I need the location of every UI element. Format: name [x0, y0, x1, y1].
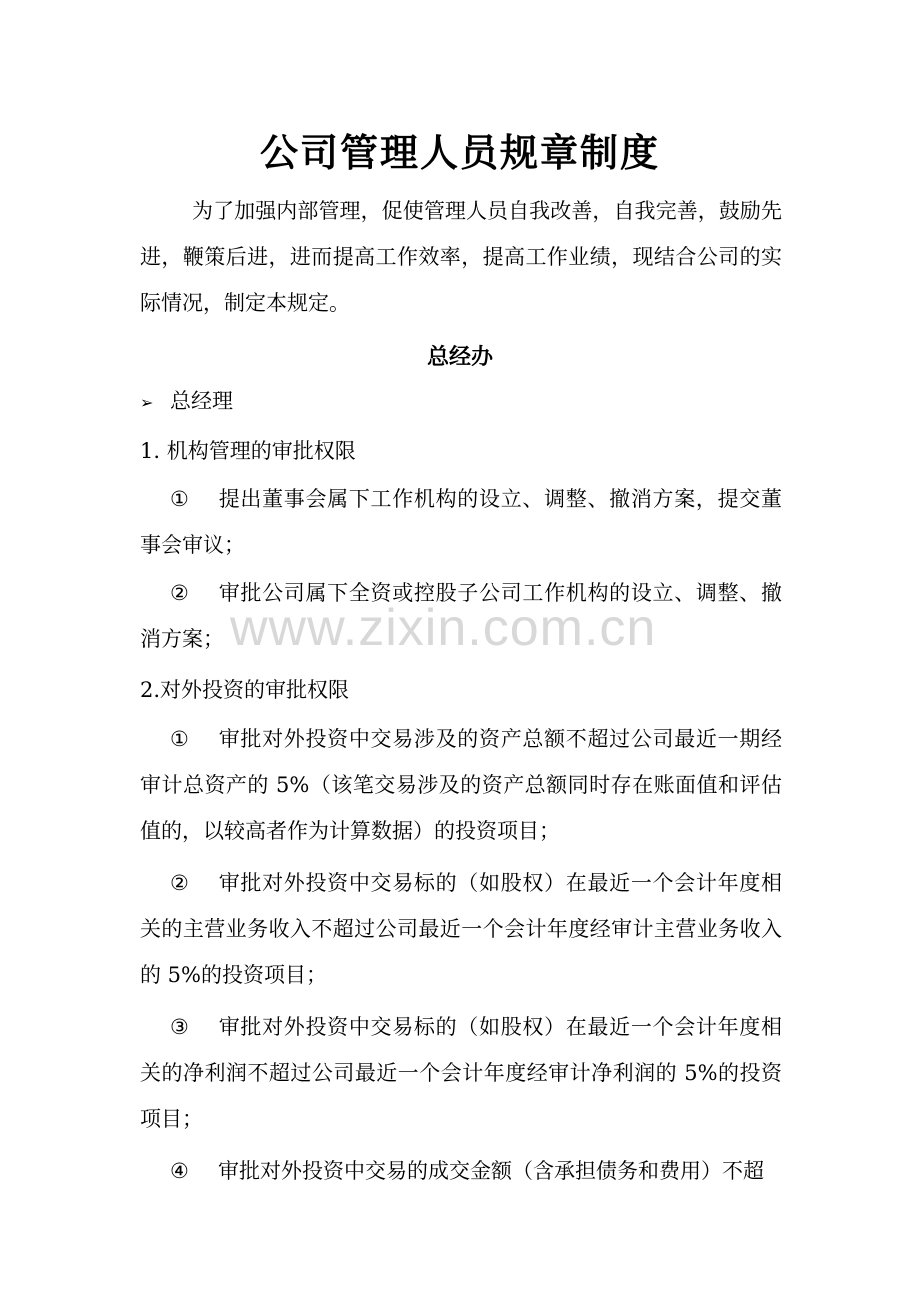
intro-paragraph: 为了加强内部管理，促使管理人员自我改善，自我完善，鼓励先进，鞭策后进，进而提高工作效率，提高工作业绩，现结合公司的实际情况，制定本规定。 — [140, 199, 782, 315]
item-number: ④ — [170, 1159, 189, 1183]
item-text: 审批对外投资中交易的成交金额（含承担债务和费用）不超 — [218, 1159, 764, 1183]
document-title: 公司管理人员规章制度 — [259, 130, 660, 175]
heading-2: 2.对外投资的审批权限 — [140, 678, 350, 702]
item-text: 审批公司属下全资或控股子公司工作机构的设立、调整、撤消方案； — [140, 581, 782, 651]
list-item — [140, 1148, 782, 1194]
item-number: ② — [170, 871, 189, 895]
item-text: 审批对外投资中交易标的（如股权）在最近一个会计年度相关的净利润不超过公司最近一个会计年度经审计净利润的 5%的投资项目； — [140, 1015, 782, 1131]
item-number: ① — [170, 487, 189, 511]
list-item — [140, 476, 782, 568]
item-number: ① — [170, 727, 189, 751]
item-text: 审批对外投资中交易涉及的资产总额不超过公司最近一期经审计总资产的 5%（该笔交易涉及的资产总额同时存在账面值和评估值的，以较高者作为计算数据）的投资项目； — [140, 727, 782, 843]
item-text: 提出董事会属下工作机构的设立、调整、撤消方案，提交董事会审议； — [140, 487, 782, 557]
watermark: www.zixin.com.cn — [230, 599, 657, 657]
heading-1: 1. 机构管理的审批权限 — [140, 439, 356, 463]
item-text: 审批对外投资中交易标的（如股权）在最近一个会计年度相关的主营业务收入不超过公司最近一个会计年度经审计主营业务收入的 5%的投资项目； — [140, 871, 782, 987]
list-item — [140, 716, 782, 854]
list-item — [140, 860, 782, 998]
item-number: ③ — [170, 1015, 189, 1039]
section-title: 总经办 — [426, 344, 493, 370]
bullet-label: 总经理 — [170, 389, 233, 413]
bullet-item — [140, 386, 233, 418]
arrow-bullet-icon: ➢ — [140, 393, 154, 412]
list-item — [140, 1004, 782, 1142]
item-number: ② — [170, 581, 189, 605]
